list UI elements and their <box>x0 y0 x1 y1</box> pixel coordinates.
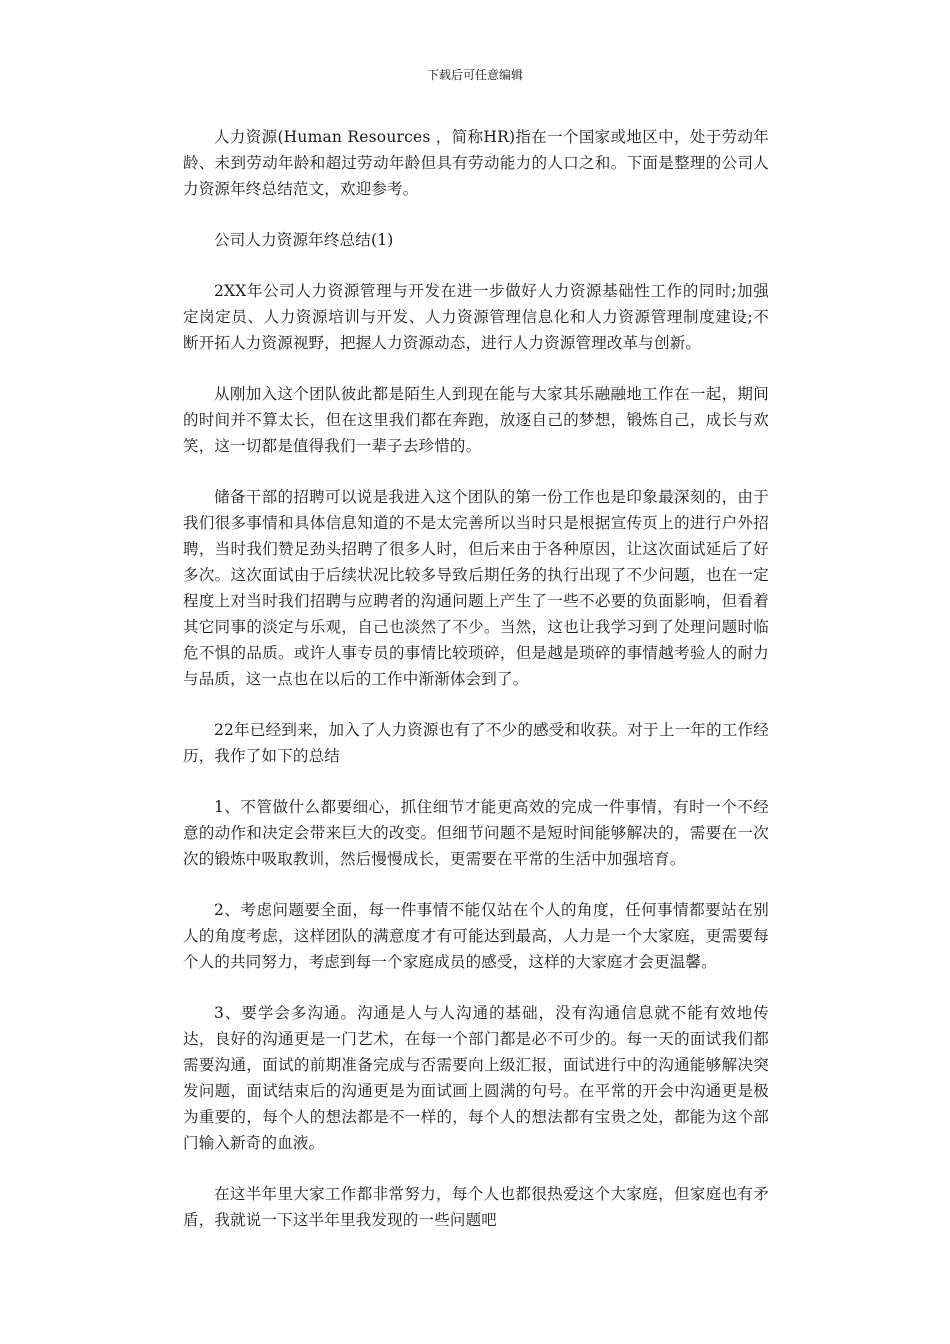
document-body <box>183 124 769 1258</box>
section-title: 公司人力资源年终总结(1) <box>214 231 394 249</box>
header-note: 下载后可任意编辑 <box>426 68 523 82</box>
list-item-paragraph: 3、要学会多沟通。沟通是人与人沟通的基础，没有沟通信息就不能有效地传达，良好的沟通更是一门艺术，在每一个部门都是必不可少的。每一天的面试我们都需要沟通，面试的前期准备完成与否需要向上级汇报，面试进行中的沟通能够解决突发问题，面试结束后的沟通更是为面试画上圆满的句号。在平常的开会中沟通更是极为重要的，每个人的想法都是不一样的，每个人的想法都有宝贵之处，都能为这个部门输入新奇的血液。 <box>183 1004 769 1152</box>
intro-paragraph: 人力资源(Human Resources ，简称HR)指在一个国家或地区中，处于劳动年龄、未到劳动年龄和超过劳动年龄但具有劳动能力的人口之和。下面是整理的公司人力资源年终总结范文，欢迎参考。 <box>183 128 769 198</box>
body-paragraph: 储备干部的招聘可以说是我进入这个团队的第一份工作也是印象最深刻的，由于我们很多事情和具体信息知道的不是太完善所以当时只是根据宣传页上的进行户外招聘，当时我们赞足劲头招聘了很多人时，但后来由于各种原因，让这次面试延后了好多次。这次面试由于后续状况比较多导致后期任务的执行出现了不少问题，也在一定程度上对当时我们招聘与应聘者的沟通问题上产生了一些不必要的负面影响，但看着其它同事的淡定与乐观，自己也淡然了不少。当然，这也让我学习到了处理问题时临危不惧的品质。或许人事专员的事情比较琐碎，但是越是琐碎的事情越考验人的耐力与品质，这一点也在以后的工作中渐渐体会到了。 <box>183 488 769 688</box>
list-item-paragraph: 2、考虑问题要全面，每一件事情不能仅站在个人的角度，任何事情都要站在别人的角度考虑，这样团队的满意度才有可能达到最高，人力是一个大家庭，更需要每个人的共同努力，考虑到每一个家庭成员的感受，这样的大家庭才会更温馨。 <box>183 901 769 971</box>
list-item-paragraph: 1、不管做什么都要细心，抓住细节才能更高效的完成一件事情，有时一个不经意的动作和决定会带来巨大的改变。但细节问题不是短时间能够解决的，需要在一次次的锻炼中吸取教训，然后慢慢成长，更需要在平常的生活中加强培育。 <box>183 798 769 868</box>
body-paragraph: 2XX年公司人力资源管理与开发在进一步做好人力资源基础性工作的同时;加强定岗定员、人力资源培训与开发、人力资源管理信息化和人力资源管理制度建设;不断开拓人力资源视野，把握人力资源动态，进行人力资源管理改革与创新。 <box>183 282 769 352</box>
body-paragraph: 22年已经到来，加入了人力资源也有了不少的感受和收获。对于上一年的工作经历，我作了如下的总结 <box>183 721 769 765</box>
body-paragraph: 在这半年里大家工作都非常努力，每个人也都很热爱这个大家庭，但家庭也有矛盾，我就说一下这半年里我发现的一些问题吧 <box>183 1185 769 1229</box>
body-paragraph: 从刚加入这个团队彼此都是陌生人到现在能与大家其乐融融地工作在一起，期间的时间并不算太长，但在这里我们都在奔跑，放逐自己的梦想，锻炼自己，成长与欢笑，这一切都是值得我们一辈子去珍惜的。 <box>183 385 769 455</box>
